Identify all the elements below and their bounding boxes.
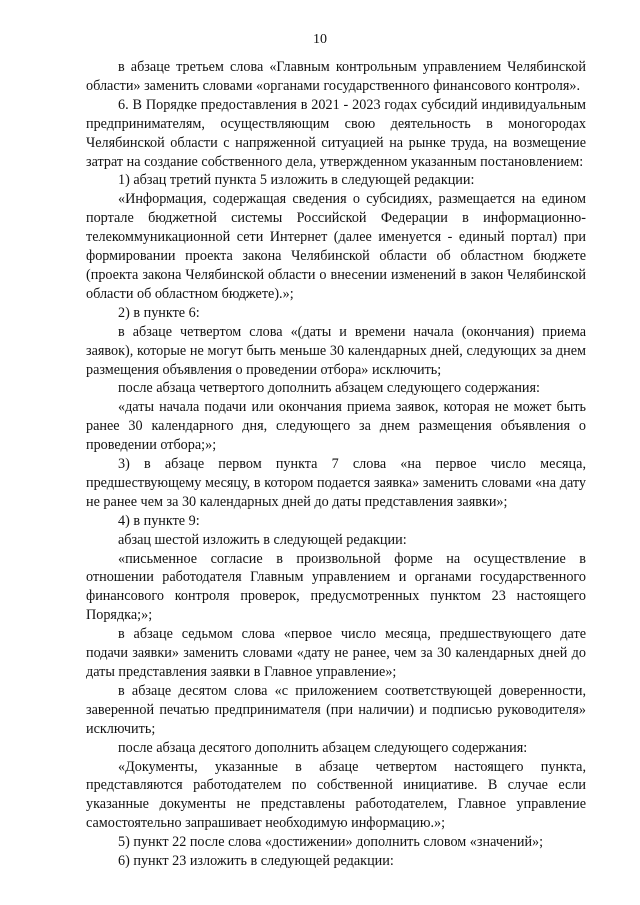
paragraph: в абзаце третьем слова «Главным контрольным управлением Челябинской области» заменить словами «органами государственного финансового контроля».	[86, 59, 586, 94]
paragraph: в абзаце седьмом слова «первое число месяца, предшествующего дате подачи заявки» заменить словами «дату не ранее, чем за 30 календарных дней до даты представления заявки в Главное управление»;	[86, 626, 586, 680]
paragraph: 6) пункт 23 изложить в следующей редакции:	[118, 853, 394, 870]
paragraph: абзац шестой изложить в следующей редакции:	[118, 531, 407, 548]
page-number: 10	[313, 32, 327, 47]
paragraph: «Документы, указанные в абзаце четвертом настоящего пункта, представляются работодателем по собственной инициативе. В случае если указанные документы не представлены работодателем, Главное управление самостоятельно запрашивает необходимую информацию.»;	[86, 758, 586, 832]
paragraph: 3) в абзаце первом пункта 7 слова «на первое число месяца, предшествующему месяцу, в котором подается заявка» заменить словами «на дату не ранее чем за 30 календарных дней до даты представления заявки»;	[86, 456, 586, 510]
paragraph: в абзаце десятом слова «с приложением соответствующей доверенности, заверенной печатью предпринимателя (при наличии) и подписью руководителя» исключить;	[86, 682, 586, 737]
document-body	[86, 58, 586, 871]
paragraph: после абзаца четвертого дополнить абзацем следующего содержания:	[118, 380, 540, 397]
paragraph: в абзаце четвертом слова «(даты и времени начала (окончания) приема заявок), которые не могут быть меньше 30 календарных дней, следующих за днем размещения объявления о проведении отбора» исключить;	[86, 323, 586, 378]
paragraph: 4) в пункте 9:	[118, 512, 200, 529]
paragraph: «письменное согласие в произвольной форме на осуществление в отношении работодателя Главным управлением и органами государственного финансового контроля проверок, предусмотренных пунктом 23 настоящего Порядка;»;	[86, 550, 586, 624]
paragraph: «Информация, содержащая сведения о субсидиях, размещается на едином портале бюджетной системы Российской Федерации в информационно-телекоммуникационной сети Интернет (далее именуется - единый портал) при формировании проекта закона Челябинской области об областном бюджете (проекта закона Челябинской области о внесении изменений в закон Челябинской области об областном бюджете).»;	[86, 191, 586, 302]
paragraph: 6. В Порядке предоставления в 2021 - 2023 годах субсидий индивидуальным предпринимателям, осуществляющим свою деятельность в моногородах Челябинской области с напряженной ситуацией на рынке труда, на возмещение затрат на создание собственного дела, утвержденном указанным постановлением:	[86, 96, 586, 170]
paragraph: «даты начала подачи или окончания приема заявок, которая не может быть ранее 30 календарного дня, следующего за днем размещения объявления о проведении отбора;»;	[86, 399, 586, 454]
paragraph: 5) пункт 22 после слова «достижении» дополнить словом «значений»;	[118, 834, 544, 851]
paragraph: 1) абзац третий пункта 5 изложить в следующей редакции:	[118, 172, 475, 189]
paragraph: после абзаца десятого дополнить абзацем следующего содержания:	[118, 739, 528, 756]
paragraph: 2) в пункте 6:	[118, 304, 200, 321]
